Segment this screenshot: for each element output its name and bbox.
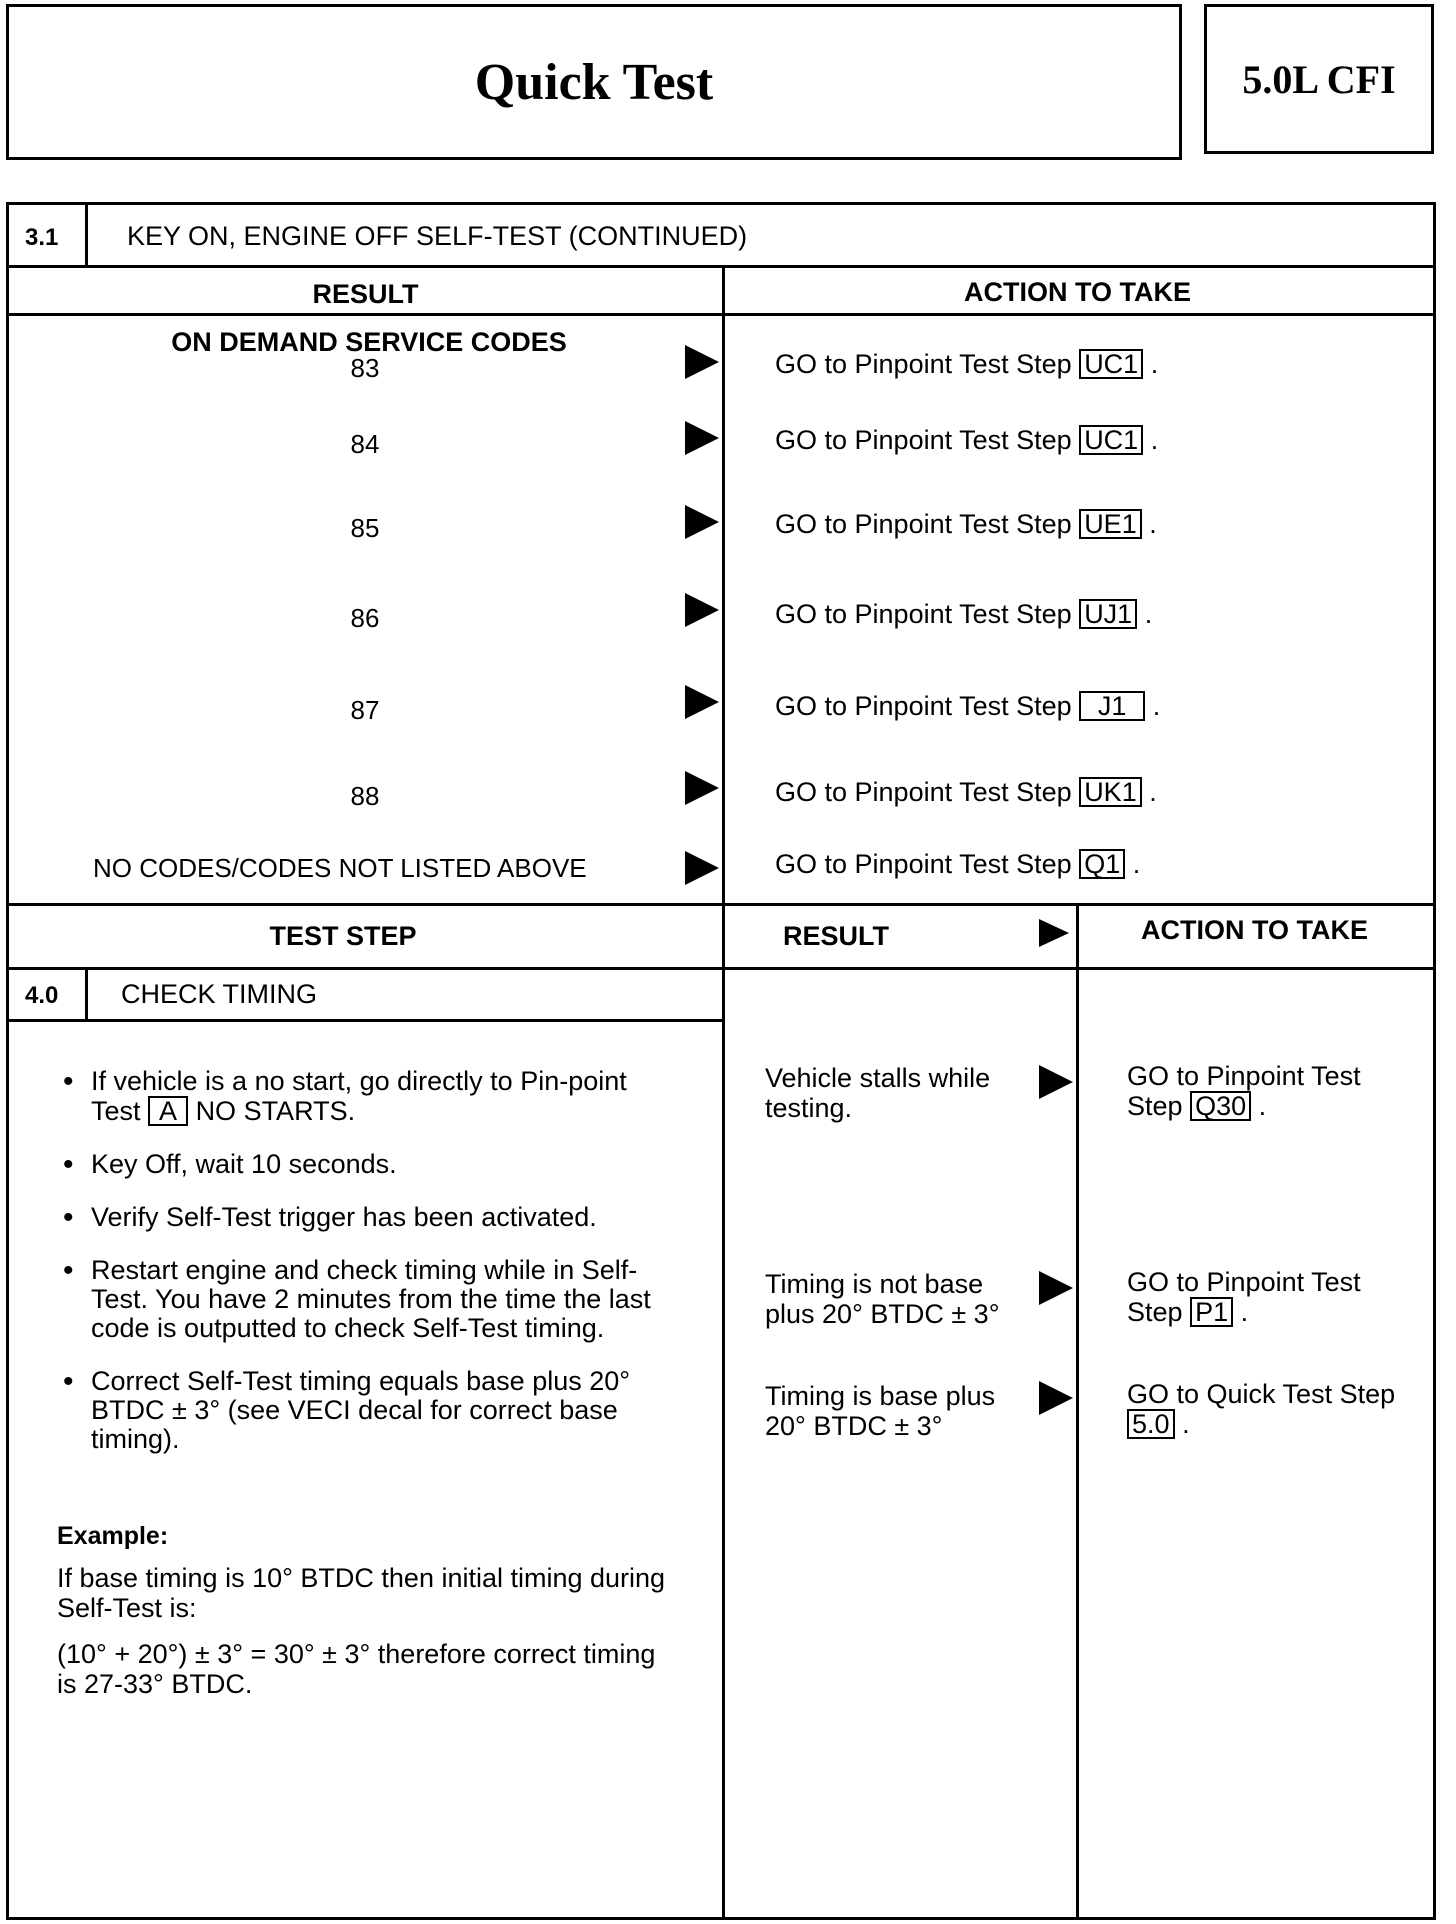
divider: [9, 967, 1433, 970]
codes-label: ON DEMAND SERVICE CODES: [171, 327, 567, 357]
divider: [9, 265, 1433, 268]
action-row: GO to Pinpoint Test Step UJ1 .: [775, 599, 1153, 629]
step-ref-q30[interactable]: Q30: [1190, 1091, 1251, 1121]
instruction-list: [59, 1067, 679, 1478]
result-header-3-1: RESULT: [312, 279, 419, 309]
step-ref-q1[interactable]: Q1: [1079, 849, 1125, 879]
divider: [722, 265, 725, 905]
action-header-4-0: ACTION TO TAKE: [1141, 915, 1368, 945]
arrow-icon: [1039, 1065, 1073, 1099]
step-ref-uk1[interactable]: UK1: [1079, 777, 1142, 807]
instruction-item: • If vehicle is a no start, go directly to Pin-point Test A NO STARTS.: [59, 1067, 679, 1126]
action-row: GO to Pinpoint Test Step UC1 .: [775, 425, 1159, 455]
step-number-4-0: 4.0: [25, 982, 59, 1009]
arrow-icon: [685, 421, 719, 455]
step-ref-uc1[interactable]: UC1: [1079, 349, 1143, 379]
instruction-item: • Restart engine and check timing while in Self-Test. You have 2 minutes from the time the last code is outputted to check Self-Test timing.: [59, 1256, 679, 1343]
action-stalls: GO to Pinpoint Test Step Q30 .: [1127, 1061, 1361, 1121]
arrow-icon: [685, 505, 719, 539]
arrow-icon: [1039, 919, 1069, 947]
action-text: GO to Pinpoint Test Step: [775, 849, 1072, 879]
step-ref-ue1[interactable]: UE1: [1079, 509, 1142, 539]
action-timing-not-base: GO to Pinpoint Test Step P1 .: [1127, 1267, 1361, 1327]
action-text: GO to Pinpoint Test Step: [775, 691, 1072, 721]
step-ref-uc1[interactable]: UC1: [1079, 425, 1143, 455]
test-step-header: TEST STEP: [269, 921, 417, 951]
action-row: GO to Pinpoint Test Step UE1 .: [775, 509, 1157, 539]
code-84: 84: [350, 429, 380, 459]
action-text: GO to Pinpoint Test Step: [775, 509, 1072, 539]
action-row: GO to Pinpoint Test Step J1 .: [775, 691, 1161, 721]
divider: [9, 903, 1433, 906]
divider: [1076, 903, 1079, 1919]
code-83: 83: [350, 353, 380, 383]
arrow-icon: [685, 771, 719, 805]
divider: [9, 313, 1433, 316]
arrow-icon: [685, 345, 719, 379]
step-ref-j1[interactable]: J1: [1079, 691, 1145, 721]
divider: [85, 205, 88, 265]
action-row: GO to Pinpoint Test Step Q1 .: [775, 849, 1141, 879]
code-85: 85: [350, 513, 380, 543]
step-ref-p1[interactable]: P1: [1190, 1297, 1233, 1327]
arrow-icon: [1039, 1271, 1073, 1305]
divider: [85, 967, 88, 1019]
code-87: 87: [350, 695, 380, 725]
action-header-3-1: ACTION TO TAKE: [964, 277, 1191, 307]
arrow-icon: [1039, 1381, 1073, 1415]
test-table: [6, 202, 1436, 1920]
result-timing-not-base: Timing is not base plus 20° BTDC ± 3°: [765, 1269, 1000, 1329]
arrow-icon: [685, 685, 719, 719]
action-row: GO to Pinpoint Test Step UK1 .: [775, 777, 1157, 807]
step-ref-uj1[interactable]: UJ1: [1079, 599, 1137, 629]
instruction-item: • Key Off, wait 10 seconds.: [59, 1150, 679, 1179]
step-number-3-1: 3.1: [25, 224, 59, 251]
action-text: GO to Pinpoint Test Step: [775, 349, 1072, 379]
example-formula: (10° + 20°) ± 3° = 30° ± 3° therefore correct timing is 27-33° BTDC.: [57, 1639, 656, 1699]
instruction-item: • Correct Self-Test timing equals base plus 20° BTDC ± 3° (see VECI decal for correct base timing).: [59, 1367, 679, 1454]
step-ref-a[interactable]: A: [148, 1096, 188, 1126]
page-title: Quick Test: [474, 53, 714, 111]
code-none: NO CODES/CODES NOT LISTED ABOVE: [93, 853, 587, 883]
divider: [722, 903, 725, 1919]
result-stalls: Vehicle stalls while testing.: [765, 1063, 991, 1123]
arrow-icon: [685, 593, 719, 627]
action-timing-base: GO to Quick Test Step 5.0 .: [1127, 1379, 1396, 1439]
result-timing-base: Timing is base plus 20° BTDC ± 3°: [765, 1381, 996, 1441]
code-88: 88: [350, 781, 380, 811]
step-ref-5-0[interactable]: 5.0: [1127, 1409, 1175, 1439]
action-row: GO to Pinpoint Test Step UC1 .: [775, 349, 1159, 379]
engine-model-label: 5.0L CFI: [1204, 4, 1434, 154]
instruction-item: • Verify Self-Test trigger has been activated.: [59, 1203, 679, 1232]
example-label: Example:: [57, 1522, 169, 1550]
divider: [9, 1019, 722, 1022]
action-text: GO to Pinpoint Test Step: [775, 425, 1072, 455]
code-86: 86: [350, 603, 380, 633]
action-text: GO to Pinpoint Test Step: [775, 777, 1072, 807]
arrow-icon: [685, 851, 719, 885]
step-title-4-0: CHECK TIMING: [121, 979, 318, 1009]
result-header-4-0: RESULT: [783, 921, 889, 951]
action-text: GO to Pinpoint Test Step: [775, 599, 1072, 629]
example-text: If base timing is 10° BTDC then initial timing during Self-Test is:: [57, 1563, 666, 1623]
step-title-3-1: KEY ON, ENGINE OFF SELF-TEST (CONTINUED): [127, 221, 748, 251]
